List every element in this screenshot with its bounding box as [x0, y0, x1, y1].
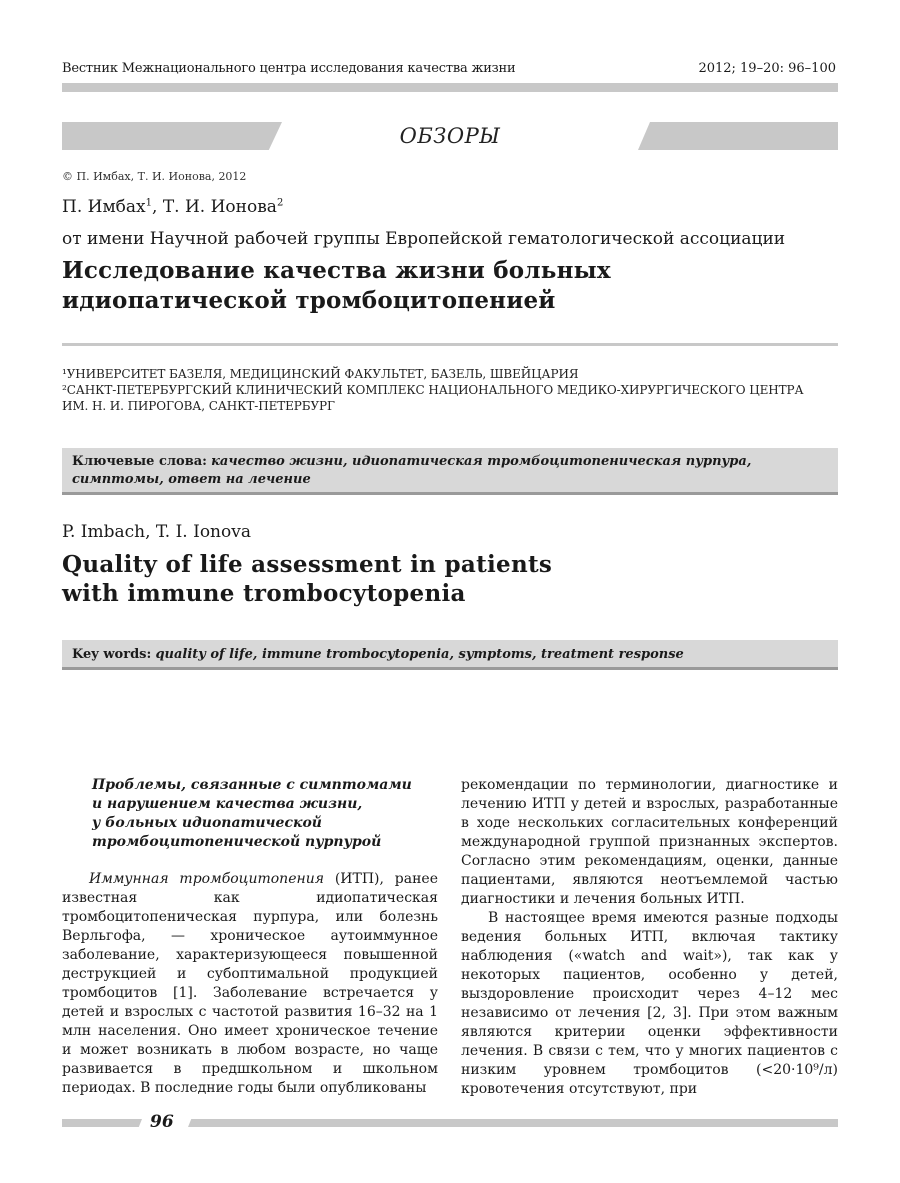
authors-ru [62, 197, 283, 217]
header-rule [62, 83, 838, 92]
journal-title: Вестник Межнационального центра исследования качества жизни [62, 61, 516, 76]
subheading-line: Проблемы, связанные с симптомами [92, 777, 412, 793]
title-en [62, 550, 842, 608]
author-2: Т. И. Ионова [162, 197, 277, 217]
author-2-affil: 2 [276, 197, 284, 209]
body-column-right [461, 776, 838, 1099]
body-paragraph: В настоящее время имеются разные подходы ведения больных ИТП, включая тактику наблюдения («watch and wait»), так как у некоторых пациентов, особенно у детей, выздоровление происходит через 4–12 мес независимо от лечения [2, 3]. При этом важным являются критерии оценки эффективности лечения. В связи с тем, что у многих пациентов с низким уровнем тромбоцитов (<20·10⁹/л) кровотечения отсутствуют, при [461, 910, 838, 1097]
keywords-ru-line-1: качество жизни, идиопатическая тромбоцитопеническая пурпура, [211, 454, 752, 469]
section-band [62, 122, 838, 150]
paragraph-text: (ИТП), ранее известная как идиопатическая тромбоцитопеническая пурпура, или болезнь Верльгофа, — хроническое аутоиммунное заболевание, характеризующееся повышенной деструкцией и субоптимальной продукцией тромбоцитов [1]. Заболевание встречается у детей и взрослых с частотой развития 16–32 на 1 млн населения. Оно имеет хроническое течение и может возникать в любом возрасте, но чаще развивается в предшкольном и школьном периодах. В последние годы были опубликованы [62, 871, 438, 1096]
title-en-line-2: with immune trombocytopenia [62, 580, 466, 607]
authors-en: P. Imbach, T. I. Ionova [62, 522, 251, 542]
term-itp: Иммунная тромбоцитопения [89, 871, 324, 887]
keywords-en-label: Key words: [72, 647, 152, 662]
author-1: П. Имбах [62, 197, 146, 217]
title-rule [62, 343, 838, 346]
author-1-affil: 1 [145, 197, 153, 209]
keywords-en-text: quality of life, immune trombocytopenia, symptoms, treatment response [155, 647, 684, 662]
affiliation-3: ИМ. Н. И. ПИРОГОВА, САНКТ-ПЕТЕРБУРГ [62, 399, 335, 413]
subheading-line: тромбоцитопенической пурпурой [92, 834, 382, 850]
affiliation-2: ²САНКТ-ПЕТЕРБУРГСКИЙ КЛИНИЧЕСКИЙ КОМПЛЕКС НАЦИОНАЛЬНОГО МЕДИКО-ХИРУРГИЧЕСКОГО ЦЕНТРА [62, 383, 804, 397]
section-subheading [92, 776, 412, 852]
copyright: © П. Имбах, Т. И. Ионова, 2012 [62, 170, 247, 183]
keywords-ru-box [62, 448, 838, 495]
section-label: ОБЗОРЫ [399, 124, 501, 148]
on-behalf-of: от имени Научной рабочей группы Европейской гематологической ассоциации [62, 229, 786, 249]
body-column-left [62, 870, 438, 1098]
title-en-line-1: Quality of life assessment in patients [62, 551, 553, 578]
title-ru-line-2: идиопатической тромбоцитопенией [62, 287, 556, 314]
keywords-en-box [62, 640, 838, 670]
affiliation-1: ¹УНИВЕРСИТЕТ БАЗЕЛЯ, МЕДИЦИНСКИЙ ФАКУЛЬТЕТ, БАЗЕЛЬ, ШВЕЙЦАРИЯ [62, 367, 579, 381]
title-ru-line-1: Исследование качества жизни больных [62, 257, 611, 284]
footer-rule-right [188, 1119, 838, 1127]
footer-rule-left [62, 1119, 142, 1127]
subheading-line: и нарушением качества жизни, [92, 796, 363, 812]
keywords-ru-label: Ключевые слова: [72, 454, 207, 469]
body-paragraph: рекомендации по терминологии, диагностике и лечению ИТП у детей и взрослых, разработанные в ходе нескольких согласительных конференций международной группой признанных экспертов. Согласно этим рекомендациям, оценки, данные пациентами, являются неотъемлемой частью диагностики и лечения больных ИТП. [461, 777, 838, 907]
page-number: 96 [150, 1112, 174, 1132]
title-ru [62, 256, 842, 316]
keywords-ru-line-2: симптомы, ответ на лечение [72, 472, 311, 487]
body-paragraph [62, 870, 438, 1098]
author-separator: , [152, 197, 163, 217]
subheading-line: у больных идиопатической [92, 815, 322, 831]
issue-info: 2012; 19–20: 96–100 [698, 61, 836, 76]
